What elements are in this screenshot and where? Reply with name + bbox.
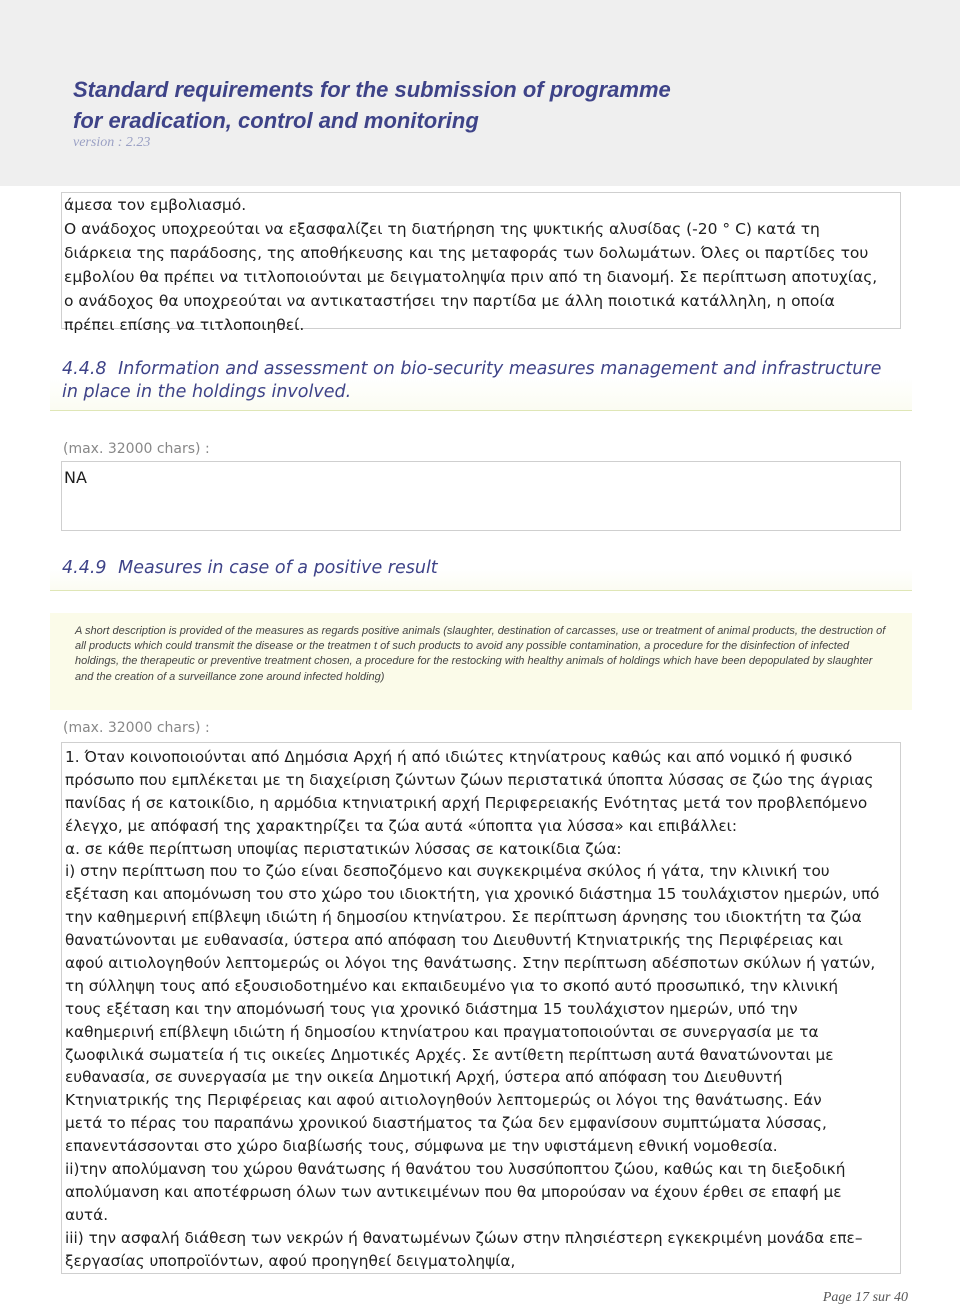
section-title (50, 358, 912, 404)
answer-textbox-4-4-9[interactable] (61, 742, 901, 1274)
text-line: διάρκεια της παράδοσης, της αποθήκευσης και της μεταφοράς των δολωμάτων. Όλες οι παρτίδες του (64, 244, 869, 262)
text-line: ξεργασίας υποπροϊόντων, αφού προηγηθεί δειγματοληψία, (65, 1251, 516, 1270)
text-line: ο ανάδοχος θα υποχρεούται να αντικαταστήσει την παρτίδα με άλλη ποιοτικά κατάλληλη, η οποία (64, 292, 835, 310)
text-line: αυτά. (65, 1205, 109, 1224)
section-description: A short description is provided of the measures as regards positive animals (slaughter, destination of carcasses, use or treatment of animal products, the destruction of all products which could transmit the disease or the treatmen t of such products to avoid any possible contamination, a procedure for the disinfection of infected holdings, the therapeutic or preventive treatment chosen, a procedure for the restocking with healthy animals of holdings which have been depopulated by slaughter and the creation of a surveillance zone around infected holding) (50, 613, 912, 710)
text-line: ευθανασία, σε συνεργασία με την οικεία Δημοτική Αρχή, ύστερα από απόφαση του Διευθυντή (65, 1068, 783, 1087)
section-title-text: Measures in case of a positive result (118, 558, 438, 578)
text-line: τους εξέταση και την απομόνωσή τους για χρονικό διάστημα 15 τουλάχιστον ημερών, υπό την (65, 999, 798, 1018)
page-header (0, 0, 960, 186)
text-line: Κτηνιατρικής της Περιφέρειας και αφού αιτιολογηθούν λεπτομερώς οι λόγοι της θανάτωσης. Εάν (65, 1091, 822, 1110)
max-chars-label: (max. 32000 chars) : (63, 441, 210, 457)
text-line: θανατώνονται με ευθανασία, ύστερα από απόφαση του Διευθυντή Κτηνιατρικής της Περιφέρειας και (65, 931, 843, 950)
text-line: άμεσα τον εμβολιασμό. (64, 196, 247, 214)
answer-text: NA (64, 468, 87, 487)
text-line: εμβολίου θα πρέπει να τιτλοποιούνται με δειγματοληψία πριν από τη διανομή. Σε περίπτωση αποτυχίας, (64, 268, 878, 286)
text-line: αφού αιτιολογηθούν λεπτομερώς οι λόγοι της θανάτωσης. Στην περίπτωση αδέσποτων σκύλων ή γατών, (65, 954, 876, 973)
text-line: ζωοφιλικά σωματεία ή τις οικείες Δημοτικές Αρχές. Σε αντίθετη περίπτωση αυτά θανατώνονται με (65, 1045, 834, 1064)
document-title (73, 74, 893, 136)
text-line: απολύμανση και αποτέφρωση όλων των αντικειμένων που θα μπορούσαν να έχουν έρθει σε επαφή με (65, 1182, 842, 1201)
previous-answer-textbox[interactable] (61, 192, 901, 334)
section-number: 4.4.8 (62, 359, 107, 379)
section-title-line-1: Information and assessment on bio-security measures management and infrastructure (118, 359, 882, 379)
text-line: μετά το πέρας του παραπάνω χρονικού διαστήματος τα ζώα δεν εμφανίσουν συμπτώματα λύσσας, (65, 1114, 827, 1133)
text-line: επανεντάσσονται στο χώρο διαβίωσής τους, σύμφωνα με την υφιστάμενη εθνική νομοθεσία. (65, 1137, 778, 1156)
text-line: πανίδας ή σε κατοικίδιο, η αρμόδια κτηνιατρική αρχή Περιφερειακής Ενότητας μετά τον προβλεπόμενο (65, 793, 868, 812)
text-line: έλεγχο, με απόφασή της χαρακτηρίζει τα ζώα αυτά «ύποπτα για λύσσα» και επιβάλλει: (65, 816, 737, 835)
section-title (50, 557, 912, 580)
document-title-line-1: Standard requirements for the submission of programme (73, 77, 671, 102)
text-line: ii)την απολύμανση του χώρου θανάτωσης ή θανάτου του λυσσύποπτου ζώου, καθώς και τη διεξοδική (65, 1160, 846, 1179)
text-line: α. σε κάθε περίπτωση υποψίας περιστατικών λύσσας σε κατοικίδια ζώα: (65, 839, 622, 858)
text-line: πρόσωπο που εμπλέκεται με τη διαχείριση ζώντων ζώων περιστατικά ύποπτα λύσσας σε ζώο της άγριας (65, 770, 874, 789)
page-number: Page 17 sur 40 (822, 1290, 908, 1305)
max-chars-label: (max. 32000 chars) : (63, 720, 210, 736)
section-heading-4-4-9 (50, 555, 912, 591)
document-version: version : 2.23 (73, 135, 151, 150)
text-line: την καθημερινή επίβλεψη ιδιώτη ή δημοσίου κτηνίατρου. Σε περίπτωση άρνησης του ιδιοκτήτη τα ζώα (65, 908, 862, 927)
text-line: καθημερινή επίβλεψη ιδιώτη ή δημοσίου κτηνίατρου και πραγματοποιούνται σε συνεργασία με τα (65, 1022, 819, 1041)
text-line: πρέπει επίσης να τιτλοποιηθεί. (64, 316, 305, 334)
document-title-line-2: for eradication, control and monitoring (73, 108, 479, 133)
section-heading-4-4-8 (50, 356, 912, 411)
text-line: τη σύλληψη τους από εξουσιοδοτημένο και εκπαιδευμένο για το σκοπό αυτό προσωπικό, την κλινική (65, 976, 839, 995)
text-line: i) στην περίπτωση που το ζώο είναι δεσποζόμενο και συγκεκριμένα σκύλος ή γάτα, την κλινική του (65, 862, 830, 881)
text-line: εξέταση και απομόνωση του στο χώρο του ιδιοκτήτη, για χρονικό διάστημα 15 τουλάχιστον ημερών, υπό (65, 885, 880, 904)
section-title-line-2: in place in the holdings involved. (62, 382, 352, 402)
section-number: 4.4.9 (62, 558, 107, 578)
text-line: 1. Όταν κοινοποιούνται από Δημόσια Αρχή ή από ιδιώτες κτηνίατρους καθώς και από νομικό ή φυσικό (65, 748, 853, 766)
text-line: iii) την ασφαλή διάθεση των νεκρών ή θανατωμένων ζώων στην πλησιέστερη εγκεκριμένη μονάδα επε– (65, 1228, 863, 1247)
answer-textbox-4-4-8[interactable] (61, 461, 901, 531)
text-line: Ο ανάδοχος υποχρεούται να εξασφαλίζει τη διατήρηση της ψυκτικής αλυσίδας (-20 ° C) κατά τη (64, 220, 820, 238)
